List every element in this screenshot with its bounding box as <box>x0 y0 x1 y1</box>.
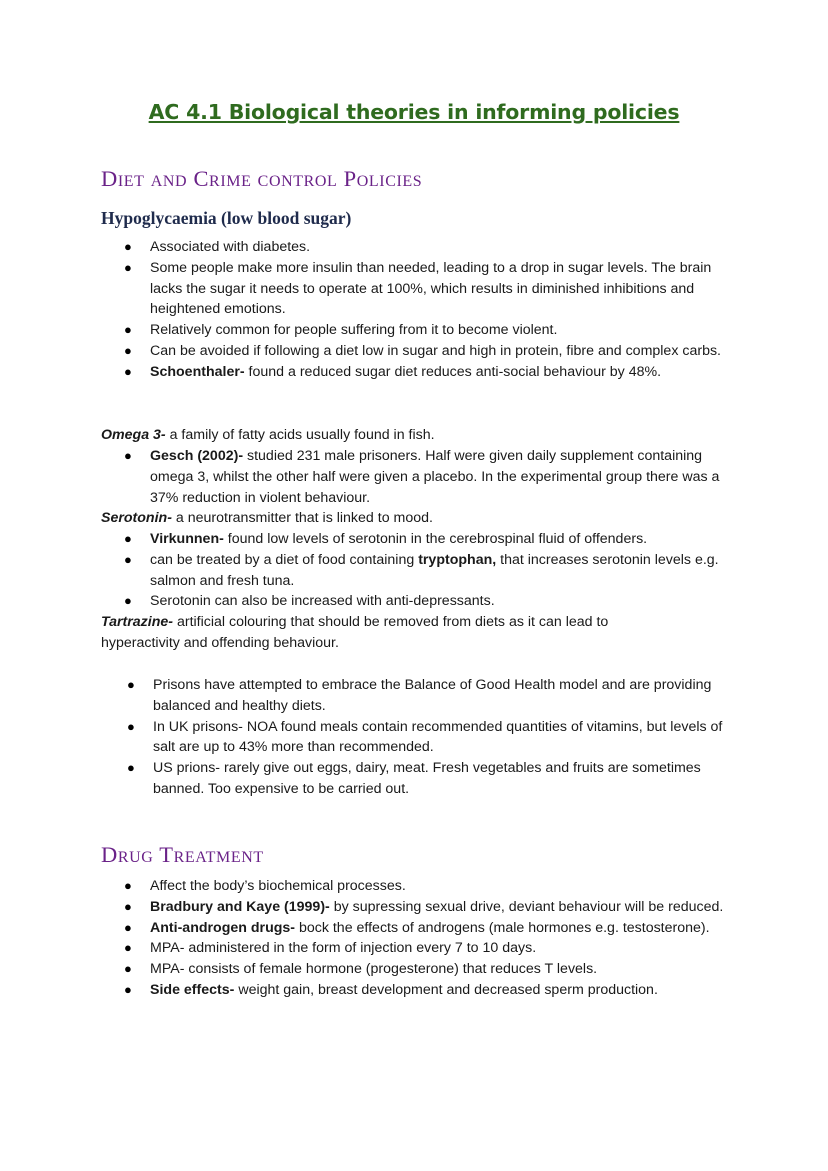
list-item: ● Bradbury and Kaye (1999)- by supressing sexual drive, deviant behaviour will be reduced. <box>150 897 730 918</box>
list-item: ● Virkunnen- found low levels of serotonin in the cerebrospinal fluid of offenders. <box>150 529 730 550</box>
bullet-icon: ● <box>124 961 132 977</box>
list-item: ● MPA- administered in the form of injection every 7 to 10 days. <box>150 938 730 959</box>
drug-treatment-list <box>124 876 730 1001</box>
bullet-icon: ● <box>124 531 132 546</box>
list-item: ● Schoenthaler- found a reduced sugar diet reduces anti-social behaviour by 48%. <box>150 362 730 383</box>
bullet-icon: ● <box>124 551 132 567</box>
list-item: ● Serotonin can also be increased with anti-depressants. <box>150 591 730 612</box>
list-item: ● Can be avoided if following a diet low in sugar and high in protein, fibre and complex carbs. <box>150 341 730 362</box>
bullet-icon: ● <box>127 718 135 734</box>
bullet-icon: ● <box>124 898 132 914</box>
list-item: ● Some people make more insulin than needed, leading to a drop in sugar levels. The brain lacks the sugar it needs to operate at 100%, which results in diminished inhibitions and heightened emotions. <box>124 259 712 318</box>
list-item: ● In UK prisons- NOA found meals contain recommended quantities of vitamins, but levels of salt are up to 43% more than recommended. <box>127 718 723 756</box>
bullet-icon: ● <box>124 363 132 379</box>
bullet-icon: ● <box>124 322 132 338</box>
bullet-icon: ● <box>124 981 132 997</box>
list-item: ● Prisons have attempted to embrace the Balance of Good Health model and are providing balanced and healthy diets. <box>127 677 712 714</box>
tartrazine-definition: Tartrazine- artificial colouring that should be removed from diets as it can lead to hyperactivity and offending behaviour. <box>101 614 609 651</box>
bullet-icon: ● <box>124 448 132 463</box>
section-heading-diet: Diet and Crime control Policies <box>101 166 423 191</box>
list-item: ● Affect the body’s biochemical processes. <box>150 876 730 897</box>
list-item: ● Associated with diabetes. <box>150 237 730 258</box>
omega-definition: Omega 3- a family of fatty acids usually found in fish. <box>101 427 435 443</box>
hypoglycaemia-list <box>124 237 730 383</box>
list-item: ● Relatively common for people suffering from it to become violent. <box>150 320 730 341</box>
omega-list <box>124 446 730 508</box>
bullet-icon: ● <box>124 940 132 956</box>
subheading-hypoglycaemia: Hypoglycaemia (low blood sugar) <box>101 208 352 228</box>
bullet-icon: ● <box>127 760 135 776</box>
bullet-icon: ● <box>124 342 132 358</box>
list-item: ● MPA- consists of female hormone (progesterone) that reduces T levels. <box>150 959 730 980</box>
bullet-icon: ● <box>124 919 132 935</box>
bullet-icon: ● <box>124 593 132 609</box>
list-item: ● US prions- rarely give out eggs, dairy, meat. Fresh vegetables and fruits are sometimes banned. Too expensive to be carried out. <box>127 760 701 797</box>
bullet-icon: ● <box>124 878 132 893</box>
list-item: ● Gesch (2002)- studied 231 male prisoners. Half were given daily supplement containing omega 3, whilst the other half were given a placebo. In the experimental group there was a 37% reduction in violent behaviour. <box>124 448 720 506</box>
prison-diet-list <box>127 675 723 800</box>
page-title: AC 4.1 Biological theories in informing policies <box>148 100 680 124</box>
list-item: ● Side effects- weight gain, breast development and decreased sperm production. <box>150 980 730 1001</box>
list-item: ● Anti-androgen drugs- bock the effects of androgens (male hormones e.g. testosterone). <box>150 918 730 939</box>
list-item: ● can be treated by a diet of food containing tryptophan, that increases serotonin levels e.g. salmon and fresh tuna. <box>124 551 719 589</box>
serotonin-definition: Serotonin- a neurotransmitter that is linked to mood. <box>101 510 433 526</box>
bullet-icon: ● <box>127 677 135 692</box>
section-heading-drug-treatment: Drug Treatment <box>101 842 264 867</box>
bullet-icon: ● <box>124 239 132 254</box>
bullet-icon: ● <box>124 259 132 275</box>
serotonin-list <box>124 529 730 612</box>
